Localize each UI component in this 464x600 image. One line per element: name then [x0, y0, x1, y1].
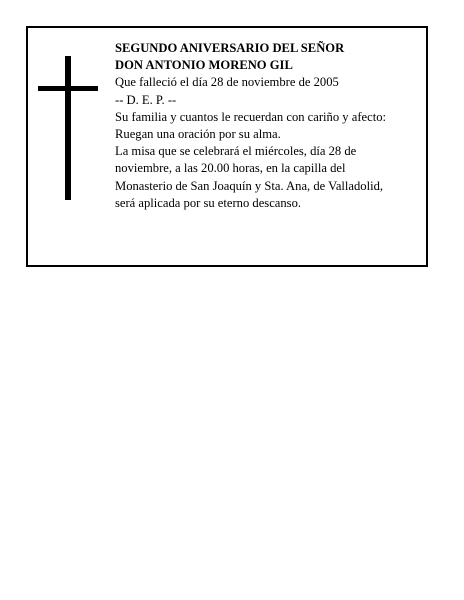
mass-line-3: Monasterio de San Joaquín y Sta. Ana, de Valladolid,	[115, 178, 384, 193]
family-line-1: Su familia y cuantos le recuerdan con cariño y afecto:	[115, 109, 386, 124]
notice-heading-line-2: DON ANTONIO MORENO GIL	[115, 58, 293, 73]
obituary-notice-frame	[26, 26, 428, 267]
cross-vertical-bar	[65, 56, 71, 200]
rip-line: -- D. E. P. --	[115, 92, 177, 107]
notice-heading-line-1: SEGUNDO ANIVERSARIO DEL SEÑOR	[115, 41, 345, 55]
family-line-2: Ruegan una oración por su alma.	[115, 127, 281, 142]
cross-icon	[38, 56, 98, 200]
notice-text	[115, 40, 421, 212]
mass-line-2: noviembre, a las 20.00 horas, en la capilla del	[115, 161, 346, 176]
death-date-line: Que falleció el día 28 de noviembre de 2005	[115, 75, 339, 90]
mass-line-4: será aplicada por su eterno descanso.	[115, 195, 302, 210]
cross-horizontal-bar	[38, 86, 98, 91]
mass-line-1: La misa que se celebrará el miércoles, día 28 de	[115, 144, 357, 159]
